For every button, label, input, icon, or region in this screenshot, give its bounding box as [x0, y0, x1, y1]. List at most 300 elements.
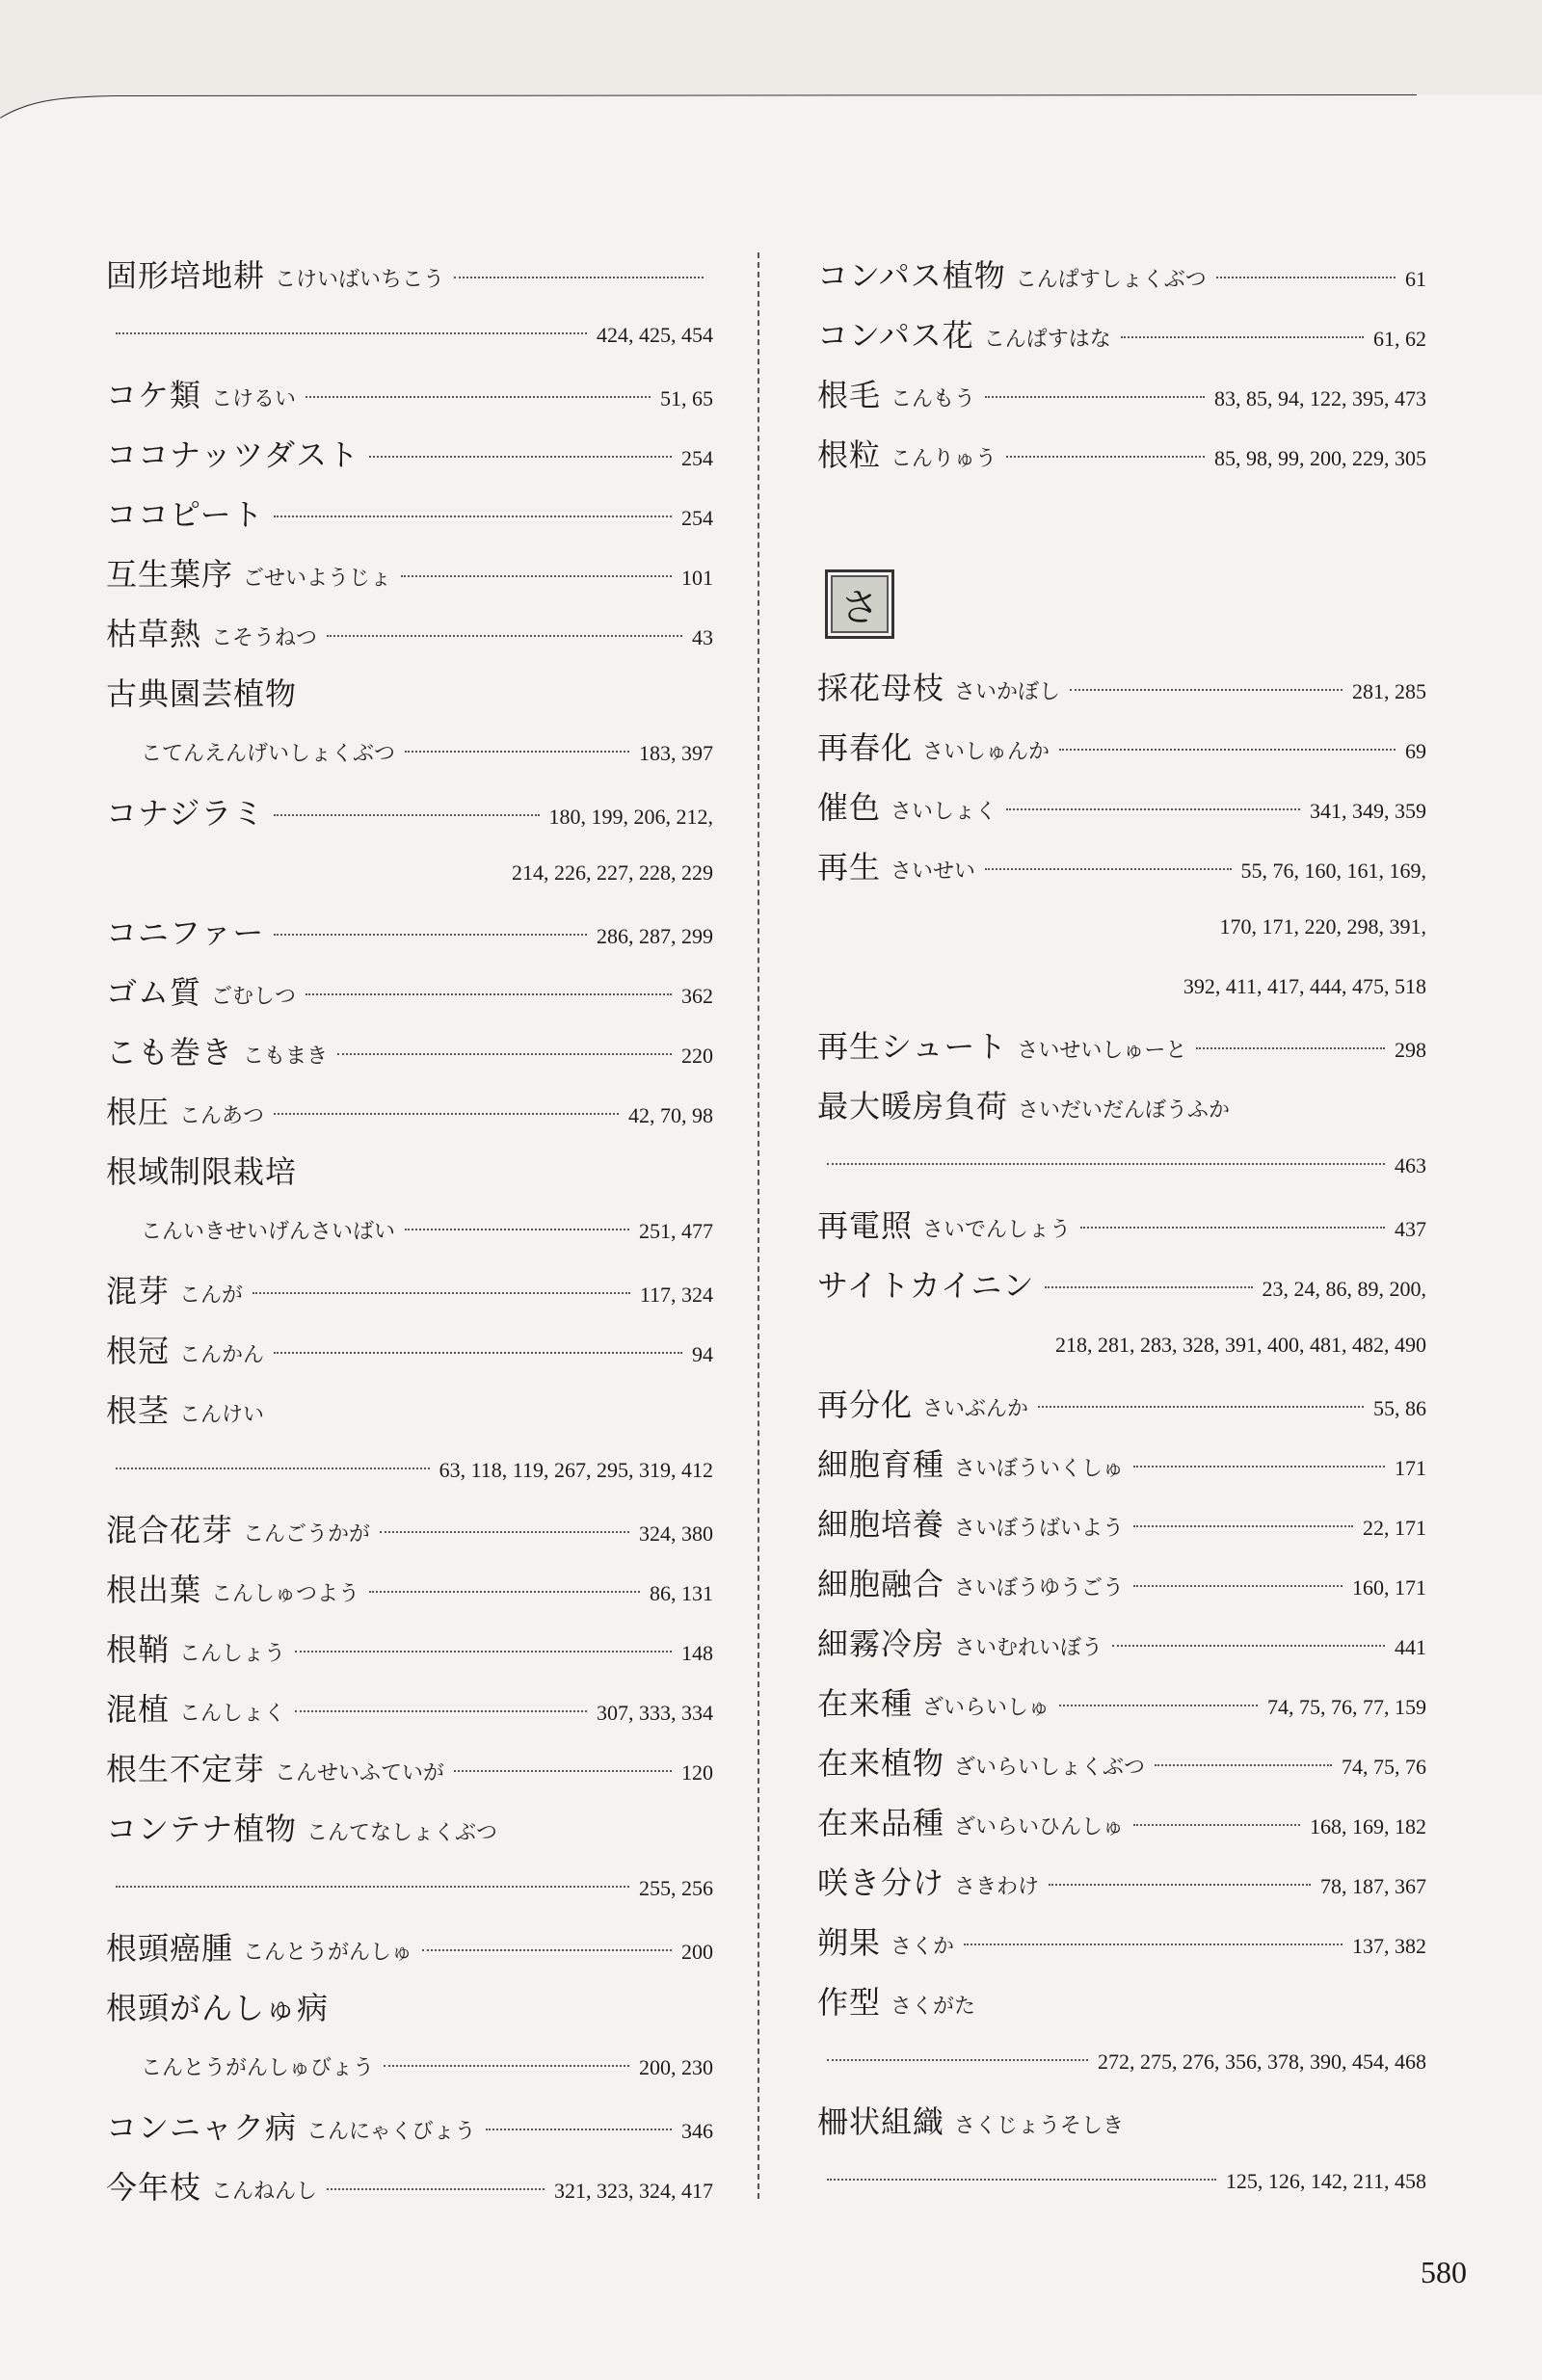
entry-pages: 171	[1395, 1456, 1426, 1480]
index-entry-line	[106, 425, 713, 485]
entry-term: 枯草熱	[106, 616, 202, 652]
index-entry	[817, 425, 1426, 485]
dot-leader	[384, 2065, 629, 2067]
entry-reading: こてんえんげいしょくぶつ	[141, 742, 396, 766]
entry-term: 細胞培養	[817, 1506, 945, 1543]
entry-pages: 321, 323, 324, 417	[554, 2179, 713, 2203]
index-entry	[106, 1620, 713, 1679]
entry-pages: 137, 382	[1352, 1934, 1426, 1958]
entry-reading: さきわけ	[954, 1875, 1040, 1899]
index-entry-line	[106, 1679, 713, 1739]
entry-reading: ざいらいしょくぶつ	[954, 1756, 1146, 1780]
index-entry-line	[106, 1799, 713, 1859]
entry-reading: こそうねつ	[211, 626, 318, 650]
entry-reading: こんしょう	[179, 1642, 286, 1666]
dot-leader	[1112, 1645, 1385, 1647]
entry-reading: こんとうがんしゅびょう	[141, 2056, 375, 2080]
entry-pages: 55, 76, 160, 161, 169,	[1240, 859, 1426, 883]
dot-leader	[1038, 1406, 1364, 1408]
index-entry-line	[817, 778, 1426, 837]
entry-pages: 254	[681, 446, 713, 470]
index-entry	[106, 903, 713, 963]
entry-reading: ごせいようじょ	[243, 567, 392, 591]
dot-leader	[274, 516, 672, 517]
dot-leader	[1059, 1705, 1258, 1706]
entry-pages: 51, 65	[660, 386, 713, 410]
entry-term: 作型	[817, 1984, 882, 2021]
index-entry	[817, 1017, 1426, 1076]
dot-leader	[253, 1292, 630, 1294]
index-entry	[106, 1679, 713, 1739]
entry-term: 互生葉序	[106, 556, 234, 593]
index-entry	[106, 1082, 713, 1142]
entry-reading: こけいばいちこう	[275, 268, 445, 292]
entry-term: 再生シュート	[817, 1028, 1008, 1065]
index-entry-line	[817, 1913, 1426, 1972]
entry-term: ココナッツダスト	[106, 436, 360, 473]
entry-pages: 392, 411, 417, 444, 475, 518	[1183, 974, 1426, 998]
entry-pages: 78, 187, 367	[1320, 1874, 1426, 1898]
index-entry-line	[817, 658, 1426, 718]
index-entry	[106, 1799, 713, 1918]
index-group-sa	[817, 658, 1426, 2211]
index-entry	[106, 1321, 713, 1381]
index-entry	[106, 1560, 713, 1620]
index-entry	[817, 1494, 1426, 1554]
entry-term: 固形培地耕	[106, 257, 266, 294]
entry-pages: 74, 75, 76, 77, 159	[1267, 1695, 1426, 1719]
index-entry	[106, 604, 713, 664]
entry-reading: こんけい	[179, 1403, 265, 1427]
entry-term: 在来種	[817, 1685, 914, 1722]
dot-leader	[1121, 336, 1364, 338]
entry-pages: 22, 171	[1363, 1516, 1426, 1540]
index-entry-line	[817, 1554, 1426, 1614]
index-entry-line	[106, 246, 713, 305]
entry-pages: 437	[1395, 1217, 1426, 1241]
index-entry-line	[106, 1022, 713, 1082]
index-entry-continuation	[817, 957, 1426, 1017]
column-divider	[758, 252, 759, 2199]
index-entry-line	[106, 365, 713, 425]
index-entry-continuation	[106, 843, 713, 903]
entry-pages: 61	[1405, 267, 1426, 291]
entry-term: 根生不定芽	[106, 1751, 266, 1787]
index-entry-line	[106, 1620, 713, 1679]
entry-term: 再分化	[817, 1387, 914, 1423]
dot-leader	[1133, 1824, 1300, 1826]
index-entry-line	[817, 1196, 1426, 1256]
entry-pages: 148	[681, 1641, 713, 1665]
entry-pages: 281, 285	[1352, 679, 1426, 703]
index-entry	[106, 963, 713, 1022]
entry-reading: こんしゅつよう	[211, 1582, 360, 1606]
index-entry-line	[106, 1560, 713, 1620]
dot-leader	[827, 2179, 1216, 2181]
entry-pages: 251, 477	[639, 1219, 713, 1243]
entry-term: こも巻き	[106, 1034, 234, 1071]
entry-term: 根鞘	[106, 1631, 171, 1668]
dot-leader	[369, 456, 672, 458]
entry-term: サイトカイニン	[817, 1267, 1035, 1304]
index-entry-reading-line	[106, 1202, 713, 1261]
index-entry	[106, 365, 713, 425]
dot-leader	[337, 1053, 672, 1055]
index-entry	[106, 2157, 713, 2217]
dot-leader	[327, 2188, 545, 2190]
entry-reading: こんねんし	[211, 2180, 318, 2204]
dot-leader	[380, 1531, 629, 1533]
index-entry-line	[817, 1674, 1426, 1733]
dot-leader	[827, 2059, 1088, 2061]
dot-leader	[327, 635, 682, 637]
index-entry	[817, 1076, 1426, 1196]
entry-reading: こんせいふていが	[275, 1761, 445, 1785]
entry-pages: 341, 349, 359	[1310, 799, 1426, 823]
entry-reading: さいせいしゅーと	[1017, 1039, 1187, 1063]
index-entry-line	[106, 1978, 713, 2038]
entry-pages: 220	[681, 1044, 713, 1068]
entry-term: コンパス花	[817, 317, 974, 354]
entry-pages: 63, 118, 119, 267, 295, 319, 412	[439, 1458, 713, 1482]
entry-pages: 55, 86	[1373, 1396, 1426, 1420]
entry-pages: 214, 226, 227, 228, 229	[512, 860, 713, 885]
dot-leader	[454, 1770, 672, 1772]
entry-pages: 180, 199, 206, 212,	[548, 805, 713, 829]
index-entry-line	[106, 485, 713, 544]
index-entry	[106, 246, 713, 365]
entry-pages: 200	[681, 1940, 713, 1964]
entry-pages: 307, 333, 334	[597, 1701, 713, 1725]
dot-leader	[1133, 1466, 1385, 1468]
entry-reading: さくがた	[891, 1995, 976, 2019]
entry-term: 混芽	[106, 1273, 171, 1309]
index-entry	[817, 1733, 1426, 1793]
index-entry-line	[817, 1494, 1426, 1554]
index-entry-continuation	[817, 2152, 1426, 2211]
index-entry-line	[106, 1142, 713, 1202]
entry-reading: さいしゅんか	[922, 740, 1050, 764]
entry-reading: さいだいだんぼうふか	[1018, 1098, 1231, 1123]
entry-reading: こけるい	[211, 387, 297, 411]
dot-leader	[1006, 808, 1300, 810]
entry-term: ゴム質	[106, 974, 202, 1011]
entry-reading: さいぶんか	[922, 1397, 1029, 1421]
entry-term: 古典園芸植物	[106, 675, 298, 712]
entry-term: 細霧冷房	[817, 1626, 945, 1662]
entry-pages: 272, 275, 276, 356, 378, 390, 454, 468	[1098, 2049, 1426, 2074]
dot-leader	[985, 396, 1205, 398]
index-entry	[817, 365, 1426, 425]
index-entry-line	[106, 2157, 713, 2217]
dot-leader	[274, 814, 539, 816]
index-entry	[106, 544, 713, 604]
index-entry-line	[817, 1435, 1426, 1494]
entry-term: コニファー	[106, 914, 265, 951]
dot-leader	[116, 1886, 629, 1888]
entry-pages: 23, 24, 86, 89, 200,	[1262, 1277, 1426, 1301]
dot-leader	[369, 1591, 640, 1593]
entry-pages: 254	[681, 506, 713, 530]
entry-pages: 85, 98, 99, 200, 229, 305	[1214, 446, 1426, 470]
index-entry-line	[817, 1614, 1426, 1674]
entry-reading: こんいきせいげんさいばい	[141, 1220, 396, 1244]
dot-leader	[964, 1944, 1343, 1945]
index-entry	[817, 718, 1426, 778]
entry-term: 再電照	[817, 1207, 914, 1244]
dot-leader	[1133, 1525, 1353, 1527]
entry-reading: ざいらいしゅ	[922, 1696, 1050, 1720]
index-entry	[106, 2098, 713, 2157]
index-entry	[106, 1978, 713, 2098]
entry-pages: 441	[1395, 1635, 1426, 1659]
index-entry-continuation	[106, 305, 713, 365]
entry-term: 在来品種	[817, 1805, 945, 1841]
dot-leader	[116, 332, 587, 334]
entry-term: ココピート	[106, 496, 264, 533]
entry-term: 根毛	[817, 377, 882, 413]
entry-pages: 160, 171	[1352, 1575, 1426, 1600]
index-entry	[106, 485, 713, 544]
entry-pages: 42, 70, 98	[628, 1103, 713, 1127]
index-entry-line	[106, 604, 713, 664]
index-entry-line	[817, 1972, 1426, 2032]
index-entry-line	[106, 903, 713, 963]
entry-reading: さいでんしょう	[922, 1218, 1072, 1242]
dot-leader	[1196, 1047, 1385, 1049]
dot-leader	[422, 1949, 672, 1951]
entry-term: 在来植物	[817, 1745, 945, 1782]
dot-leader	[295, 1710, 587, 1712]
index-entry-line	[106, 1500, 713, 1560]
index-entry	[817, 1196, 1426, 1256]
dot-leader	[1006, 456, 1205, 458]
index-entry-line	[106, 664, 713, 724]
entry-reading: さいしょく	[891, 800, 997, 824]
entry-pages: 43	[692, 625, 713, 649]
index-column-left	[106, 246, 713, 2217]
index-entry-line	[106, 1321, 713, 1381]
entry-reading: さいむれいぼう	[954, 1636, 1103, 1660]
index-entry-continuation	[106, 1441, 713, 1500]
index-entry-line	[106, 1381, 713, 1441]
dot-leader	[306, 396, 651, 398]
entry-reading: こんぱすしょくぶつ	[1015, 268, 1207, 292]
entry-reading: こもまき	[243, 1045, 329, 1069]
entry-term: コンニャク病	[106, 2109, 298, 2146]
entry-term: 細胞育種	[817, 1446, 945, 1483]
entry-reading: こんりゅう	[891, 447, 997, 471]
dot-leader	[306, 993, 672, 995]
entry-term: 催色	[817, 789, 882, 826]
index-entry-line	[817, 246, 1426, 305]
index-entry	[106, 1142, 713, 1261]
entry-pages: 286, 287, 299	[597, 924, 713, 948]
index-entry-line	[106, 963, 713, 1022]
top-page-rule	[0, 0, 1542, 135]
index-entry	[817, 1972, 1426, 2092]
index-entry	[817, 778, 1426, 837]
index-entry-continuation	[817, 897, 1426, 957]
entry-pages: 117, 324	[639, 1283, 713, 1307]
entry-reading: ごむしつ	[211, 985, 297, 1009]
index-entry	[106, 1381, 713, 1500]
index-entry	[106, 1261, 713, 1321]
entry-term: 根頭癌腫	[106, 1930, 234, 1967]
index-entry	[817, 658, 1426, 718]
entry-term: コナジラミ	[106, 795, 265, 832]
page-number: 580	[1421, 2255, 1467, 2289]
entry-pages: 424, 425, 454	[597, 323, 713, 347]
index-entry-line	[817, 365, 1426, 425]
index-entry-line	[106, 783, 713, 843]
index-entry	[106, 664, 713, 783]
index-entry	[817, 305, 1426, 365]
index-entry-continuation	[817, 1136, 1426, 1196]
entry-reading: こんにゃくびょう	[306, 2120, 476, 2144]
entry-pages: 69	[1405, 739, 1426, 763]
entry-term: 混合花芽	[106, 1512, 234, 1548]
entry-pages: 346	[681, 2119, 713, 2143]
index-entry	[817, 246, 1426, 305]
index-entry-line	[817, 1017, 1426, 1076]
entry-reading: ざいらいひんしゅ	[954, 1815, 1125, 1839]
entry-reading: さいぼういくしゅ	[954, 1457, 1125, 1481]
dot-leader	[1049, 1884, 1311, 1886]
entry-pages: 298	[1395, 1038, 1426, 1062]
dot-leader	[1080, 1227, 1385, 1229]
dot-leader	[486, 2129, 672, 2130]
entry-pages: 94	[692, 1342, 713, 1366]
index-entry-line	[817, 1793, 1426, 1853]
index-entry-line	[817, 1733, 1426, 1793]
dot-leader	[401, 575, 672, 577]
entry-reading: こんあつ	[179, 1104, 265, 1128]
index-entry-line	[106, 544, 713, 604]
index-entry-line	[106, 2098, 713, 2157]
index-entry	[817, 1913, 1426, 1972]
entry-term: コンパス植物	[817, 257, 1006, 294]
entry-reading: こんが	[179, 1283, 244, 1308]
index-entry	[817, 2092, 1426, 2211]
entry-term: 根茎	[106, 1392, 171, 1429]
index-entry	[817, 1853, 1426, 1913]
dot-leader	[274, 1113, 619, 1115]
dot-leader	[116, 1468, 430, 1469]
entry-reading: こんもう	[891, 387, 976, 411]
index-entry-line	[106, 1739, 713, 1799]
entry-reading: さくじょうそしき	[954, 2114, 1125, 2138]
entry-reading: さいせい	[891, 859, 976, 884]
entry-term: 根頭がんしゅ病	[106, 1990, 330, 2026]
entry-term: 柵状組織	[817, 2103, 945, 2140]
entry-reading: こんかん	[179, 1343, 265, 1367]
entry-pages: 218, 281, 283, 328, 391, 400, 481, 482, 490	[1055, 1333, 1426, 1357]
entry-pages: 61, 62	[1373, 327, 1426, 351]
index-entry	[817, 1793, 1426, 1853]
entry-reading: こんしょく	[179, 1702, 286, 1726]
index-entry-reading-line	[106, 724, 713, 783]
dot-leader	[1059, 749, 1396, 751]
entry-term: 根粒	[817, 436, 882, 473]
dot-leader	[274, 934, 587, 936]
index-entry-line	[106, 1261, 713, 1321]
index-entry	[106, 1022, 713, 1082]
entry-reading: こんぱすはな	[983, 328, 1111, 352]
dot-leader	[274, 1352, 682, 1354]
index-entry	[106, 425, 713, 485]
index-group-ko	[817, 246, 1426, 485]
entry-term: 朔果	[817, 1924, 882, 1961]
entry-pages: 255, 256	[639, 1876, 713, 1900]
entry-term: 根出葉	[106, 1572, 202, 1608]
entry-reading: こんとうがんしゅ	[243, 1941, 413, 1965]
index-entry	[106, 1918, 713, 1978]
index-entry-line	[817, 718, 1426, 778]
index-entry-line	[817, 837, 1426, 897]
dot-leader	[295, 1651, 672, 1653]
entry-pages: 101	[681, 566, 713, 590]
index-entry-line	[817, 2092, 1426, 2152]
dot-leader	[1070, 689, 1343, 691]
entry-reading: こんてなしょくぶつ	[306, 1821, 498, 1845]
index-entry	[817, 837, 1426, 1017]
index-entry-continuation	[817, 2032, 1426, 2092]
entry-term: 根域制限栽培	[106, 1153, 298, 1190]
index-entry	[106, 1500, 713, 1560]
entry-term: 咲き分け	[817, 1864, 945, 1901]
section-heading-sa: さ	[825, 569, 894, 639]
index-column-right	[817, 246, 1426, 2211]
entry-term: 再生	[817, 849, 882, 886]
index-entry-line	[817, 1853, 1426, 1913]
dot-leader	[1045, 1286, 1253, 1288]
index-entry-line	[817, 1076, 1426, 1136]
entry-term: コケ類	[106, 377, 202, 413]
index-entry-line	[106, 1918, 713, 1978]
entry-term: コンテナ植物	[106, 1811, 298, 1847]
entry-term: 根圧	[106, 1094, 171, 1130]
entry-pages: 168, 169, 182	[1310, 1814, 1426, 1838]
entry-reading: さいかぼし	[954, 680, 1061, 704]
entry-term: 混植	[106, 1691, 171, 1728]
index-entry-line	[817, 1256, 1426, 1315]
entry-pages: 120	[681, 1760, 713, 1785]
dot-leader	[405, 751, 629, 753]
entry-pages: 170, 171, 220, 298, 391,	[1219, 914, 1426, 939]
dot-leader	[1133, 1585, 1343, 1587]
entry-term: 細胞融合	[817, 1566, 945, 1602]
index-entry-line	[817, 305, 1426, 365]
dot-leader	[985, 868, 1231, 870]
entry-pages: 125, 126, 142, 211, 458	[1225, 2169, 1426, 2193]
index-entry	[817, 1554, 1426, 1614]
index-entry	[817, 1256, 1426, 1375]
index-entry-line	[817, 425, 1426, 485]
entry-pages: 362	[681, 984, 713, 1008]
dot-leader	[405, 1229, 629, 1230]
entry-pages: 463	[1395, 1153, 1426, 1177]
dot-leader	[1155, 1764, 1332, 1766]
entry-pages: 183, 397	[639, 741, 713, 765]
index-entry	[817, 1435, 1426, 1494]
entry-pages: 200, 230	[639, 2055, 713, 2079]
entry-pages: 74, 75, 76	[1342, 1755, 1426, 1779]
index-entry	[817, 1674, 1426, 1733]
entry-term: 根冠	[106, 1333, 171, 1369]
entry-term: 今年枝	[106, 2169, 202, 2206]
entry-term: 採花母枝	[817, 670, 945, 706]
